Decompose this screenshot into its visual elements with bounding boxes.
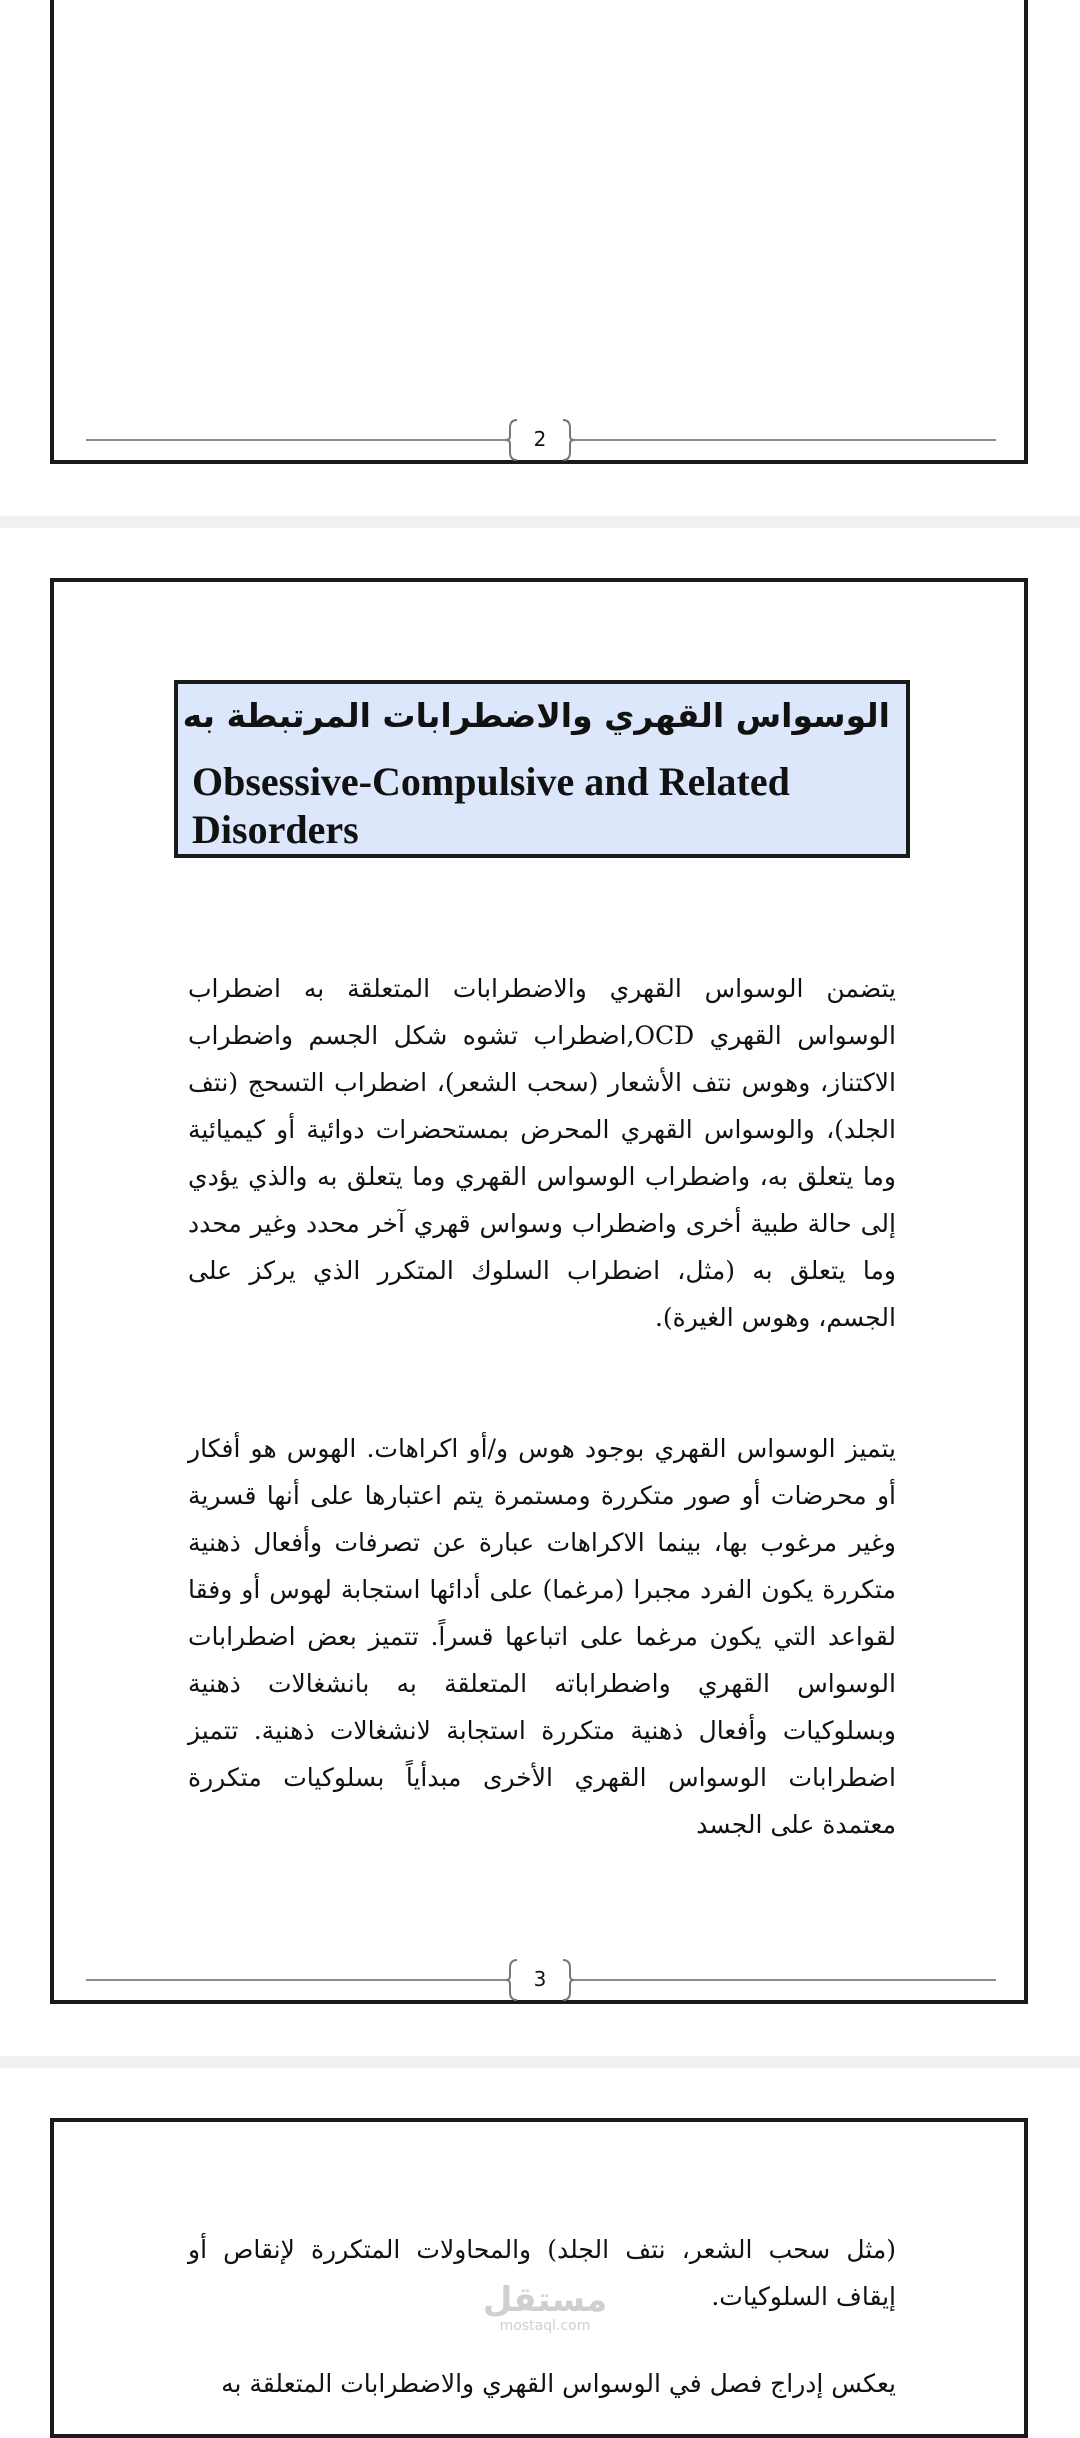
page-2-footer-line-left [86,439,506,441]
page-3-number: 3 [533,1967,547,1991]
page-3-footer-line-right [574,1979,996,1981]
page-3-brace-right [562,1958,574,2002]
page-3-footer-line-left [86,1979,506,1981]
page-2-footer-line-right [574,439,996,441]
chapter-title-box [174,680,910,858]
page-gap [0,2056,1080,2068]
page-2-brace-right [562,418,574,462]
chapter-title-english: Obsessive-Compulsive and Related Disorders [192,759,790,852]
page-2-border [50,0,1028,464]
watermark-english: mostaql.com [499,2318,591,2334]
page-gap [0,516,1080,528]
page-2-number: 2 [533,427,547,451]
watermark-arabic: مستقل [482,2280,608,2320]
next-page-paragraph-2: يعكس إدراج فصل في الوسواس القهري والاضطرابات المتعلقة به [221,2369,896,2398]
next-page-paragraph-1: (مثل سحب الشعر، نتف الجلد) والمحاولات المتكررة لإنقاص أو إيقاف السلوكيات. [188,2235,896,2311]
chapter-title-arabic: الوسواس القهري والاضطرابات المرتبطة به [182,696,890,735]
paragraph-2: يتميز الوسواس القهري بوجود هوس و/أو اكراهات. الهوس هو أفكار أو محرضات أو صور متكررة ومستمرة يتم اعتبارها على أنها قسرية وغير مرغوب بها، بينما الاكراهات عبارة عن تصرفات وأفعال ذهنية متكررة يكون الفرد مجبرا (مرغما) على أدائها استجابة لهوس أو وفقا لقواعد التي يكون مرغما على اتباعها قسراً. تتميز بعض اضطرابات الوسواس القهري واضطراباته المتعلقة به بانشغالات ذهنية وبسلوكيات وأفعال ذهنية متكررة استجابة لانشغالات ذهنية. تتميز اضطرابات الوسواس القهري الأخرى مبدأياً بسلوكيات متكررة معتمدة على الجسد [188,1434,896,1839]
paragraph-1: يتضمن الوسواس القهري والاضطرابات المتعلقة به اضطراب الوسواس القهري OCD,اضطراب تشوه شكل الجسم واضطراب الاكتناز، وهوس نتف الأشعار (سحب الشعر)، اضطراب التسحج (نتف الجلد)، والوسواس القهري المحرض بمستحضرات دوائية أو كيميائية وما يتعلق به، واضطراب الوسواس القهري وما يتعلق به والذي يؤدي إلى حالة طبية أخرى واضطراب وسواس قهري آخر محدد وغير محدد وما يتعلق به (مثل، اضطراب السلوك المتكرر الذي يركز على الجسم، وهوس الغيرة). [188,974,897,1332]
watermark-logo [470,2282,620,2334]
